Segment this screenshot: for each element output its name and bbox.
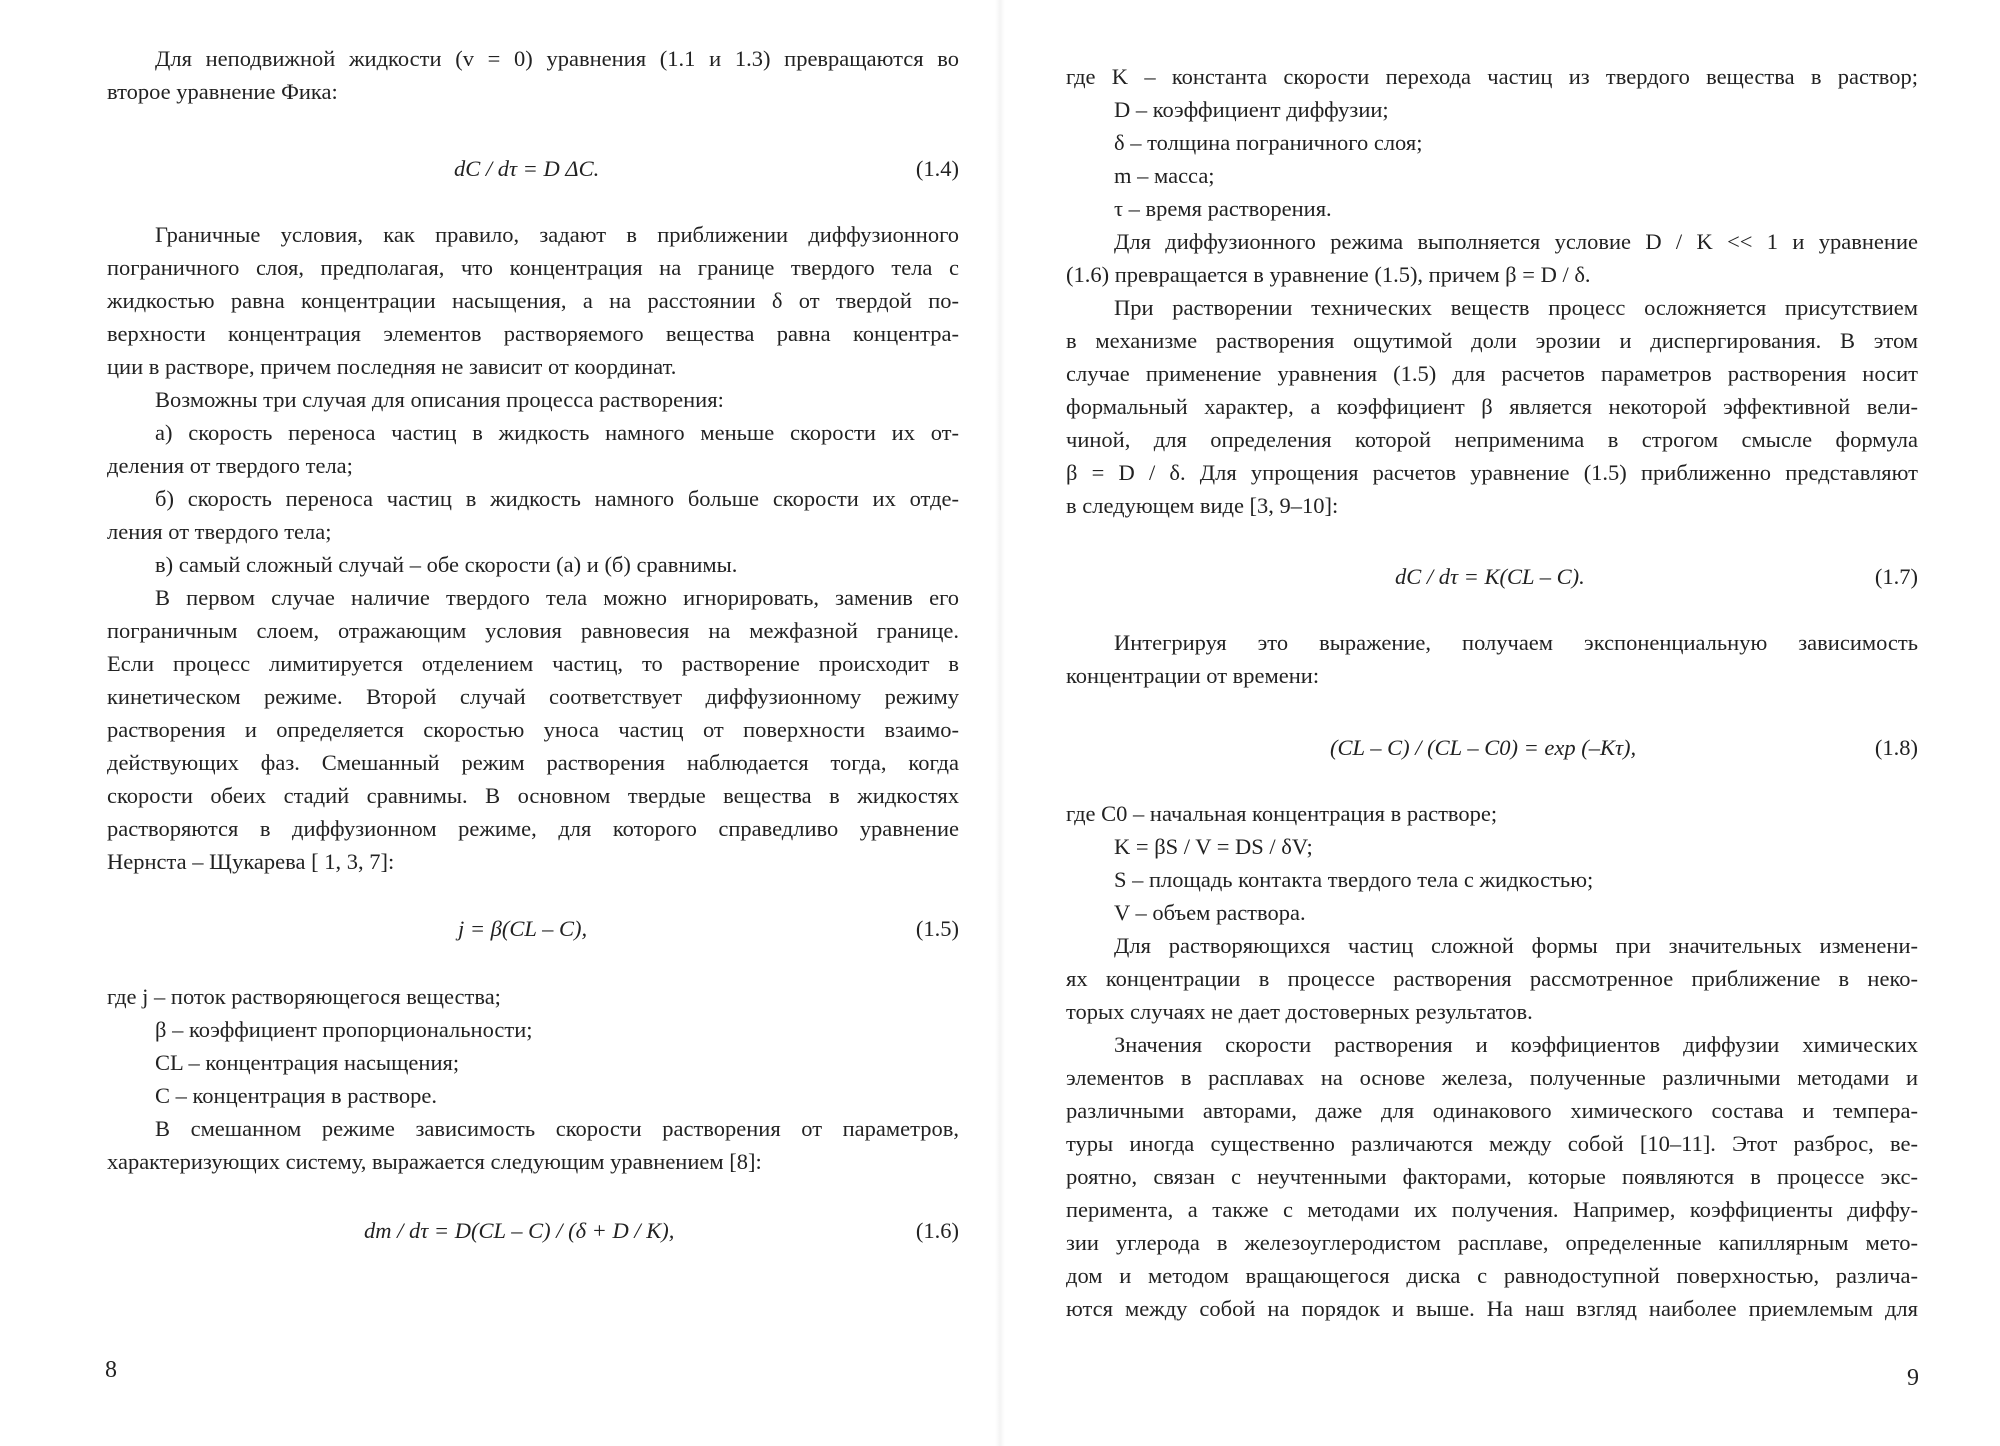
text-line: различными авторами, даже для одинакового химического состава и темпера- — [1066, 1098, 1918, 1123]
equation-number: (1.8) — [1874, 735, 1918, 760]
equation-1-5: j = β(CL – C), — [458, 916, 588, 941]
text-line: действующих фаз. Смешанный режим растворения наблюдается тогда, когда — [107, 750, 959, 775]
text-line: верхности концентрация элементов растворяемого вещества равна концентра- — [107, 321, 959, 346]
text-line: пограничным слоем, отражающим условия равновесия на межфазной границе. — [107, 618, 959, 643]
text-line: жидкостью равна концентрации насыщения, а на расстоянии δ от твердой по- — [107, 288, 959, 313]
text-line: в следующем виде [3, 9–10]: — [1066, 493, 1339, 518]
text-line: а) скорость переноса частиц в жидкость намного меньше скорости их от- — [155, 420, 959, 445]
text-line: случае применение уравнения (1.5) для расчетов параметров растворения носит — [1066, 361, 1918, 386]
text-line: формальный характер, а коэффициент β является некоторой эффективной вели- — [1066, 394, 1918, 419]
text-line: β = D / δ. Для упрощения расчетов уравнение (1.5) приближенно представляют — [1066, 460, 1918, 485]
text-line: перимента, а также с методами их получения. Например, коэффициенты диффу- — [1066, 1197, 1918, 1222]
text-line: в механизме растворения ощутимой доли эрозии и диспергирования. В этом — [1066, 328, 1918, 353]
text-line: деления от твердого тела; — [107, 453, 353, 478]
text-line: ции в растворе, причем последняя не зависит от координат. — [107, 354, 677, 379]
text-line: ются между собой на порядок и выше. На наш взгляд наиболее приемлемым для — [1066, 1296, 1918, 1321]
text-line: δ – толщина пограничного слоя; — [1114, 130, 1423, 155]
text-line: скорости обеих стадий сравнимы. В основном твердые вещества в жидкостях — [107, 783, 959, 808]
text-line: β – коэффициент пропорциональности; — [155, 1017, 533, 1042]
text-line: Для диффузионного режима выполняется условие D / K << 1 и уравнение — [1114, 229, 1918, 254]
text-line: где K – константа скорости перехода частиц из твердого вещества в раствор; — [1066, 64, 1918, 89]
left-page — [0, 0, 990, 1446]
text-line: (1.6) превращается в уравнение (1.5), причем β = D / δ. — [1066, 262, 1591, 287]
text-line: где C0 – начальная концентрация в растворе; — [1066, 801, 1498, 826]
text-line: дом и методом вращающегося диска с равнодоступной поверхностью, различа- — [1066, 1263, 1918, 1288]
text-line: Нернста – Щукарева [ 1, 3, 7]: — [107, 849, 395, 874]
text-line: Граничные условия, как правило, задают в приближении диффузионного — [155, 222, 959, 247]
text-line: кинетическом режиме. Второй случай соответствует диффузионному режиму — [107, 684, 959, 709]
text-line: чиной, для определения которой неприменима в строгом смысле формула — [1066, 427, 1918, 452]
page-number: 9 — [1907, 1365, 1919, 1391]
text-line: C – концентрация в растворе. — [155, 1083, 437, 1108]
equation-number: (1.6) — [915, 1218, 959, 1243]
text-line: б) скорость переноса частиц в жидкость намного больше скорости их отде- — [155, 486, 959, 511]
text-line: роятно, связан с неучтенными факторами, которые появляются в процессе экс- — [1066, 1164, 1918, 1189]
text-line: S – площадь контакта твердого тела с жидкостью; — [1114, 867, 1594, 892]
text-line: В смешанном режиме зависимость скорости растворения от параметров, — [155, 1116, 959, 1141]
text-line: пограничного слоя, предполагая, что концентрация на границе твердого тела с — [107, 255, 959, 280]
equation-1-4: dC / dτ = D ΔC. — [454, 156, 600, 181]
text-line: CL – концентрация насыщения; — [155, 1050, 460, 1075]
text-line: K = βS / V = DS / δV; — [1114, 834, 1313, 859]
text-line: m – масса; — [1114, 163, 1215, 188]
equation-number: (1.7) — [1874, 564, 1918, 589]
text-line: зии углерода в железоуглеродистом расплаве, определенные капиллярным мето- — [1066, 1230, 1918, 1255]
book-spine — [995, 0, 1005, 1446]
text-line: ях концентрации в процессе растворения рассмотренное приближение в неко- — [1066, 966, 1918, 991]
text-line: второе уравнение Фика: — [107, 79, 338, 104]
text-line: Значения скорости растворения и коэффициентов диффузии химических — [1114, 1032, 1918, 1057]
page-number: 8 — [105, 1357, 117, 1383]
text-line: Интегрируя это выражение, получаем экспоненциальную зависимость — [1114, 630, 1918, 655]
text-line: торых случаях не дает достоверных результатов. — [1066, 999, 1533, 1024]
text-line: Для неподвижной жидкости (v = 0) уравнения (1.1 и 1.3) превращаются во — [155, 46, 959, 71]
text-line: V – объем раствора. — [1114, 900, 1306, 925]
text-line: τ – время растворения. — [1114, 196, 1332, 221]
text-line: концентрации от времени: — [1066, 663, 1320, 688]
equation-1-6: dm / dτ = D(CL – C) / (δ + D / K), — [364, 1218, 675, 1243]
equation-1-7: dC / dτ = K(CL – C). — [1395, 564, 1585, 589]
text-line: туры иногда существенно различаются между собой [10–11]. Этот разброс, ве- — [1066, 1131, 1918, 1156]
text-line: D – коэффициент диффузии; — [1114, 97, 1389, 122]
equation-number: (1.4) — [915, 156, 959, 181]
text-line: в) самый сложный случай – обе скорости (а) и (б) сравнимы. — [155, 552, 738, 577]
equation-1-8: (CL – C) / (CL – C0) = exp (–Kτ), — [1330, 735, 1637, 760]
text-line: В первом случае наличие твердого тела можно игнорировать, заменив его — [155, 585, 959, 610]
text-line: растворения и определяется скоростью уноса частиц от поверхности взаимо- — [107, 717, 959, 742]
text-line: Возможны три случая для описания процесса растворения: — [155, 387, 724, 412]
text-line: элементов в расплавах на основе железа, полученные различными методами и — [1066, 1065, 1918, 1090]
text-line: где j – поток растворяющегося вещества; — [107, 984, 501, 1009]
text-line: Если процесс лимитируется отделением частиц, то растворение происходит в — [107, 651, 959, 676]
text-line: растворяются в диффузионном режиме, для которого справедливо уравнение — [107, 816, 959, 841]
text-line: характеризующих систему, выражается следующим уравнением [8]: — [107, 1149, 762, 1174]
right-page — [1010, 0, 2000, 1446]
text-line: Для растворяющихся частиц сложной формы при значительных изменени- — [1114, 933, 1918, 958]
text-line: При растворении технических веществ процесс осложняется присутствием — [1114, 295, 1918, 320]
equation-number: (1.5) — [915, 916, 959, 941]
text-line: ления от твердого тела; — [107, 519, 332, 544]
